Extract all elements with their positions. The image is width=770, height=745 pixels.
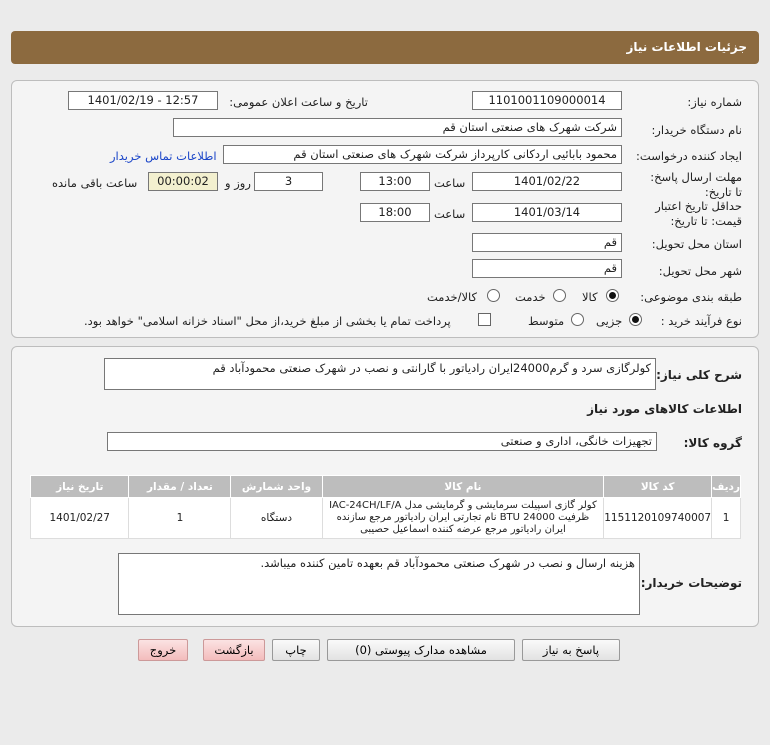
deadline-time-label: ساعت (434, 176, 466, 190)
attachments-button[interactable]: مشاهده مدارک پیوستی (0) (327, 639, 515, 661)
validity-label: حداقل تاریخ اعتبار قیمت: تا تاریخ: (655, 199, 742, 228)
reply-button[interactable]: پاسخ به نیاز (522, 639, 620, 661)
category-radio-goods[interactable] (606, 289, 619, 302)
process-option-medium: متوسط (528, 314, 565, 328)
col-name: نام کالا (322, 476, 604, 498)
category-radio-both[interactable] (487, 289, 500, 302)
payment-note: پرداخت تمام یا بخشی از مبلغ خرید،از محل "اسناد خزانه اسلامی" خواهد بود. (84, 314, 451, 328)
items-section-title: اطلاعات کالاهای مورد نیاز (587, 402, 742, 416)
creator-field: محمود بابائیی اردکانی کارپرداز شرکت شهرک های صنعتی استان قم (223, 145, 622, 164)
print-button[interactable]: چاپ (272, 639, 320, 661)
city-label: شهر محل تحویل: (658, 264, 742, 278)
summary-field: کولرگازی سرد و گرم24000ایران رادیاتور با گارانتی و نصب در شهرک صنعتی محمودآباد قم (104, 358, 656, 390)
col-unit: واحد شمارش (231, 476, 322, 498)
header-bar (11, 31, 759, 64)
cell-row: 1 (712, 498, 741, 539)
treasury-checkbox[interactable] (478, 313, 491, 326)
days-label: روز و (225, 176, 251, 190)
table-row (31, 498, 741, 539)
validity-time-field: 18:00 (360, 203, 430, 222)
need-number-field: 1101001109000014 (472, 91, 622, 110)
buyer-field: شرکت شهرک های صنعتی استان قم (173, 118, 622, 137)
creator-label: ایجاد کننده درخواست: (636, 149, 742, 163)
col-row: ردیف (712, 476, 741, 498)
back-button[interactable]: بازگشت (203, 639, 265, 661)
validity-date-field: 1401/03/14 (472, 203, 622, 222)
remaining-field: 00:00:02 (148, 172, 218, 191)
items-table (30, 475, 741, 539)
cell-qty: 1 (129, 498, 231, 539)
category-option-both: کالا/خدمت (427, 290, 478, 304)
validity-time-label: ساعت (434, 207, 466, 221)
cell-name: کولر گازی اسپیلت سرمایشی و گرمایشی مدل IAC-24CH/LF/A ظرفیت BTU 24000 نام تجارتی ایران رادیاتور مرجع سازنده ایران رادیاتور مرجع عرضه کننده اسماعیل حصیبی (322, 498, 604, 539)
cell-unit: دستگاه (231, 498, 322, 539)
remaining-label: ساعت باقی مانده (52, 176, 138, 190)
cell-date: 1401/02/27 (31, 498, 129, 539)
process-radio-medium[interactable] (571, 313, 584, 326)
announce-field: 1401/02/19 - 12:57 (68, 91, 218, 110)
page-title: جزئیات اطلاعات نیاز (626, 40, 747, 54)
buyer-notes-field: هزینه ارسال و نصب در شهرک صنعتی محمودآباد قم بعهده تامین کننده میباشد. (118, 553, 640, 615)
process-option-minor: جزیی (596, 314, 623, 328)
category-label: طبقه بندی موضوعی: (640, 290, 742, 304)
buyer-notes-label: توضیحات خریدار: (640, 576, 742, 590)
process-radio-minor[interactable] (629, 313, 642, 326)
col-code: کد کالا (604, 476, 712, 498)
province-field: قم (472, 233, 622, 252)
deadline-date-field: 1401/02/22 (472, 172, 622, 191)
exit-button[interactable]: خروج (138, 639, 188, 661)
col-date: تاریخ نیاز (31, 476, 129, 498)
category-radio-service[interactable] (553, 289, 566, 302)
summary-label: شرح کلی نیاز: (656, 368, 742, 382)
province-label: استان محل تحویل: (651, 237, 742, 251)
cell-code: 1151120109740007 (604, 498, 712, 539)
buyer-label: نام دستگاه خریدار: (651, 123, 742, 137)
col-qty: تعداد / مقدار (129, 476, 231, 498)
group-label: گروه کالا: (683, 436, 742, 450)
process-label: نوع فرآیند خرید : (660, 314, 742, 328)
days-field: 3 (254, 172, 323, 191)
city-field: قم (472, 259, 622, 278)
category-option-goods: کالا (582, 290, 598, 304)
group-field: تجهیزات خانگی، اداری و صنعتی (107, 432, 657, 451)
deadline-label: مهلت ارسال پاسخ: تا تاریخ: (650, 170, 742, 199)
announce-label: تاریخ و ساعت اعلان عمومی: (229, 95, 368, 109)
deadline-time-field: 13:00 (360, 172, 430, 191)
contact-link[interactable]: اطلاعات تماس خریدار (110, 149, 217, 163)
need-number-label: شماره نیاز: (687, 95, 742, 109)
category-option-service: خدمت (515, 290, 546, 304)
